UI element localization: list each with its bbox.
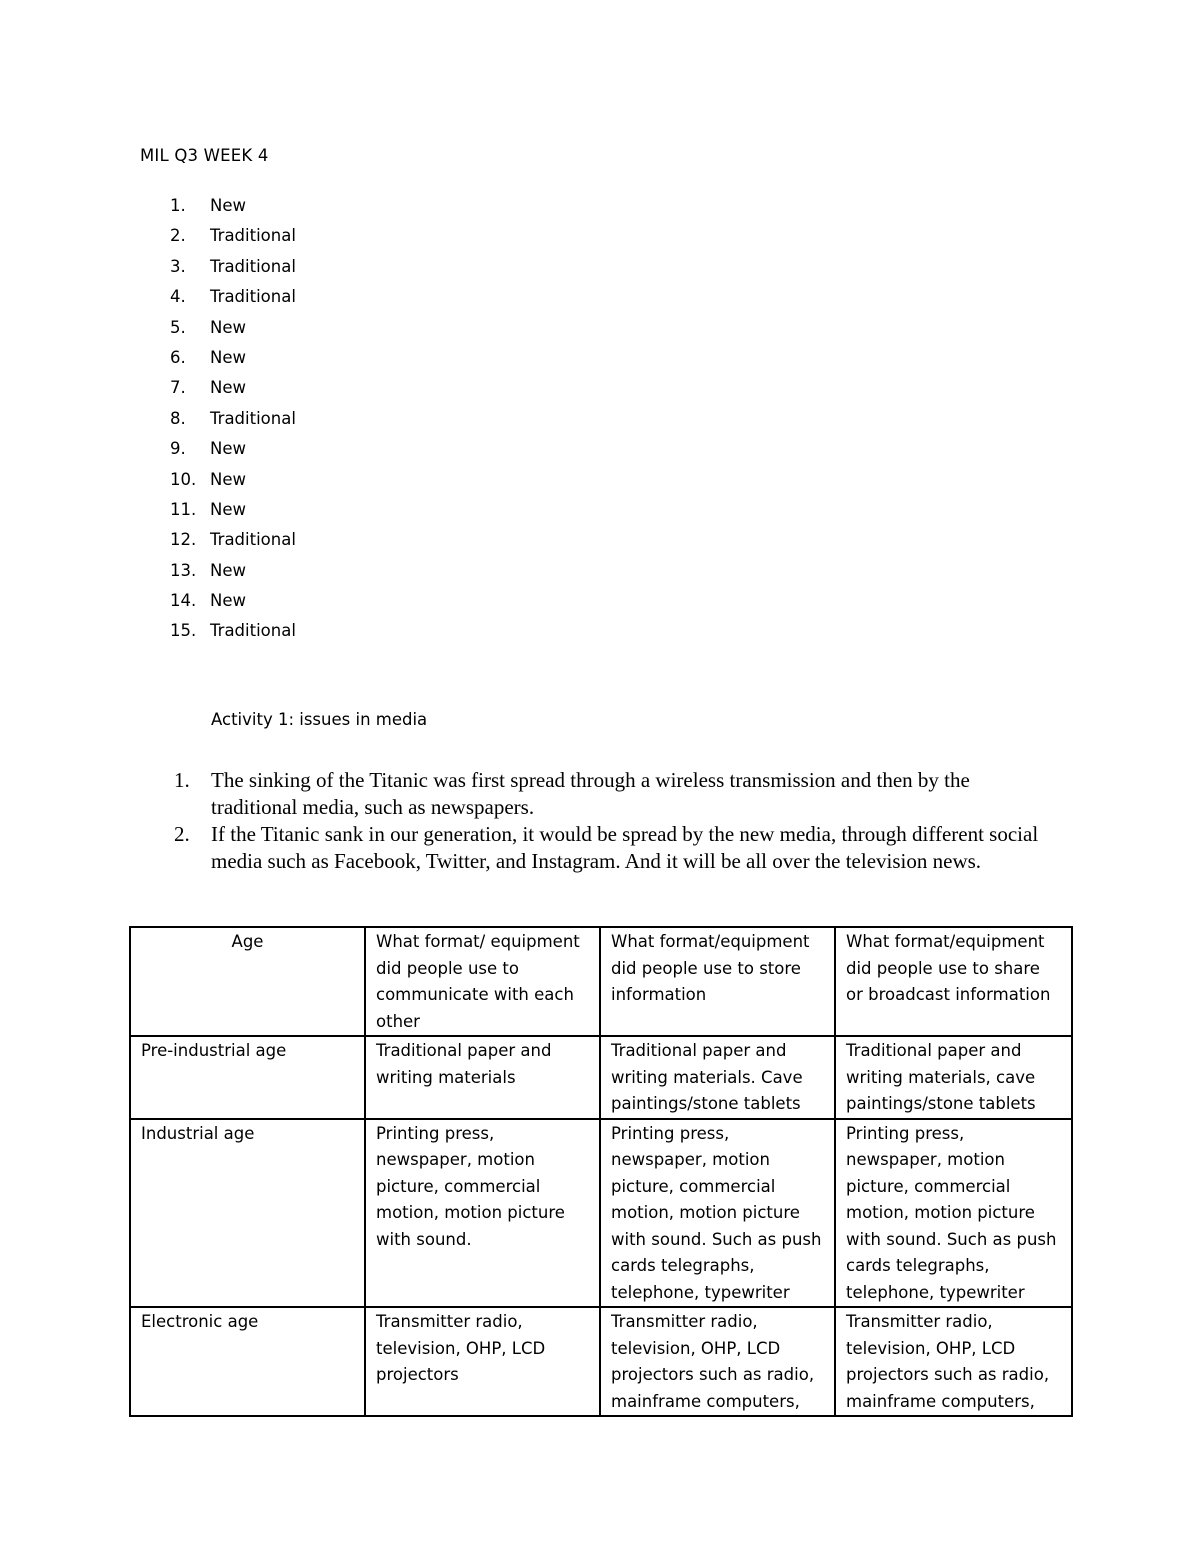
item-number: 13. [170,560,197,580]
item-answer: New [210,378,246,398]
item-answer: New [210,196,246,215]
item-answer: Traditional [210,287,296,307]
list-item [170,589,296,619]
item-number: 15. [170,621,197,641]
table-header-row [130,927,1072,1036]
document-title: MIL Q3 WEEK 4 [140,146,269,165]
item-number: 9. [170,439,186,459]
table-cell: Electronic age [130,1307,365,1416]
table-cell: Printing press, newspaper, motion picture, commercial motion, motion picture with sound. Such as push cards telegraphs, telephone, typewriter [600,1119,835,1308]
list-item [170,194,296,224]
item-number: 1. [170,196,186,215]
table-cell: Printing press, newspaper, motion picture, commercial motion, motion picture with sound. Such as push cards telegraphs, telephone, typewriter [835,1119,1072,1308]
item-answer: Traditional [210,226,296,246]
list-item [170,619,296,649]
table-cell: Transmitter radio, television, OHP, LCD projectors [365,1307,600,1416]
table-cell: Transmitter radio, television, OHP, LCD projectors such as radio, mainframe computers, [600,1307,835,1416]
table-cell: Industrial age [130,1119,365,1308]
item-number: 10. [170,469,197,489]
item-number: 12. [170,530,197,550]
item-number: 3. [170,256,186,276]
list-item [170,437,296,467]
item-number: 14. [170,591,197,611]
table-row [130,1307,1072,1416]
table-row [130,1119,1072,1308]
item-number: 8. [170,408,186,428]
table-row [130,1036,1072,1119]
list-item [170,224,296,254]
item-number: 2. [170,226,186,246]
list-item [170,468,296,498]
list-item [174,767,1054,821]
header-communicate: What format/ equipment did people use to communicate with each other [365,927,600,1036]
item-answer: New [210,499,246,519]
item-number: 5. [170,317,186,337]
item-answer: New [210,347,246,367]
table-cell: Traditional paper and writing materials [365,1036,600,1119]
header-share: What format/equipment did people use to share or broadcast information [835,927,1072,1036]
item-text: If the Titanic sank in our generation, it would be spread by the new media, through different social media such as Facebook, Twitter, and Instagram. And it will be all over the television news. [211,822,1039,873]
item-answer: New [210,560,246,580]
item-answer: Traditional [210,621,296,641]
list-item [170,528,296,558]
activity-answer-list [174,767,1054,875]
list-item [174,821,1054,875]
list-item [170,255,296,285]
media-ages-table [129,926,1073,1417]
item-answer: Traditional [210,408,296,428]
list-item [170,376,296,406]
item-number: 7. [170,378,186,398]
table-cell: Transmitter radio, television, OHP, LCD projectors such as radio, mainframe computers, [835,1307,1072,1416]
list-item [170,407,296,437]
list-item [170,316,296,346]
item-number: 4. [170,287,186,307]
list-item [170,346,296,376]
item-answer: New [210,591,246,611]
list-item [170,559,296,589]
item-text: The sinking of the Titanic was first spread through a wireless transmission and then by the traditional media, such as newspapers. [211,768,970,819]
item-answer: Traditional [210,256,296,276]
header-store: What format/equipment did people use to store information [600,927,835,1036]
item-number: 2. [174,822,190,846]
list-item [170,498,296,528]
item-number: 11. [170,499,197,519]
list-item [170,285,296,315]
item-number: 6. [170,347,186,367]
table-cell: Traditional paper and writing materials. Cave paintings/stone tablets [600,1036,835,1119]
item-answer: Traditional [210,530,296,550]
table-cell: Traditional paper and writing materials, cave paintings/stone tablets [835,1036,1072,1119]
item-number: 1. [174,768,190,792]
item-answer: New [210,439,246,459]
table-cell: Pre-industrial age [130,1036,365,1119]
activity-heading: Activity 1: issues in media [211,710,428,729]
header-age: Age [130,927,365,1036]
answer-list [170,194,296,650]
table-cell: Printing press, newspaper, motion picture, commercial motion, motion picture with sound. [365,1119,600,1308]
item-answer: New [210,469,246,489]
item-answer: New [210,317,246,337]
